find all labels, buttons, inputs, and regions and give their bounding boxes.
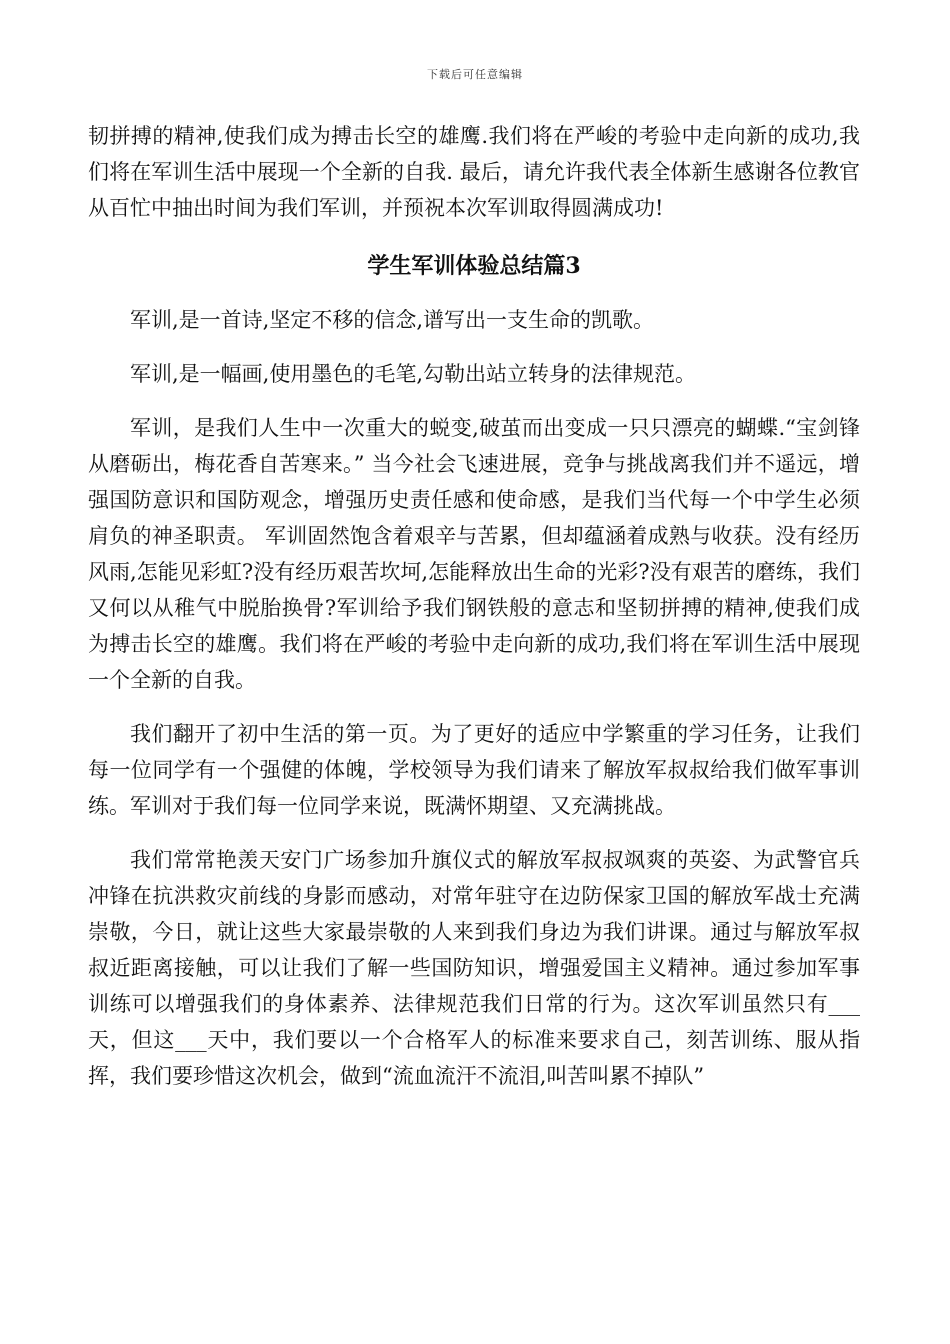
document-body: [88, 118, 860, 1094]
paragraph-1: 军训,是一首诗,坚定不移的信念,谱写出一支生命的凯歌。: [130, 308, 655, 332]
paragraph-4: 我们翻开了初中生活的第一页。为了更好的适应中学繁重的学习任务，让我们每一位同学有一个强健的体魄，学校领导为我们请来了解放军叔叔给我们做军事训练。军训对于我们每一位同学来说，既满怀期望、又充满挑战。: [88, 722, 860, 818]
paragraph-3: 军训，是我们人生中一次重大的蜕变,破茧而出变成一只只漂亮的蝴蝶.“宝剑锋从磨砺出，梅花香自苦寒来。” 当今社会飞速进展，竞争与挑战离我们并不遥远，增强国防意识和国防观念，增强历史责任感和使命感，是我们当代每一个中学生必须肩负的神圣职责。 军训固然饱含着艰辛与苦累，但却蕴涵着成熟与收获。没有经历风雨,怎能见彩虹?没有经历艰苦坎坷,怎能释放出生命的光彩?没有艰苦的磨练，我们又何以从稚气中脱胎换骨?军训给予我们钢铁般的意志和坚韧拼搏的精神,使我们成为搏击长空的雄鹰。我们将在严峻的考验中走向新的成功,我们将在军训生活中展现一个全新的自我。: [88, 416, 860, 692]
paragraph-spacer: [88, 338, 860, 356]
paragraph-spacer: [88, 824, 860, 842]
section-title: 学生军训体验总结篇3: [367, 253, 581, 279]
header-note: 下载后可任意编辑: [427, 68, 523, 81]
paragraph-5: 我们常常艳羡天安门广场参加升旗仪式的解放军叔叔飒爽的英姿、为武警官兵冲锋在抗洪救灾前线的身影而感动，对常年驻守在边防保家卫国的解放军战士充满崇敬，今日，就让这些大家最崇敬的人来到我们身边为我们讲课。通过与解放军叔叔近距离接触，可以让我们了解一些国防知识，增强爱国主义精神。通过参加军事训练可以增强我们的身体素养、法律规范我们日常的行为。这次军训虽然只有___天，但这___天中，我们要以一个合格军人的标准来要求自己，刻苦训练、服从指挥，我们要珍惜这次机会，做到“流血流汗不流泪,叫苦叫累不掉队”: [88, 848, 860, 1088]
paragraph-spacer: [88, 392, 860, 410]
intro-paragraph: 韧拼搏的精神,使我们成为搏击长空的雄鹰.我们将在严峻的考验中走向新的成功,我们将在军训生活中展现一个全新的自我. 最后，请允许我代表全体新生感谢各位教官从百忙中抽出时间为我们军训，并预祝本次军训取得圆满成功!: [88, 124, 860, 220]
paragraph-2: 军训,是一幅画,使用墨色的毛笔,勾勒出站立转身的法律规范。: [130, 362, 697, 386]
paragraph-spacer: [88, 698, 860, 716]
